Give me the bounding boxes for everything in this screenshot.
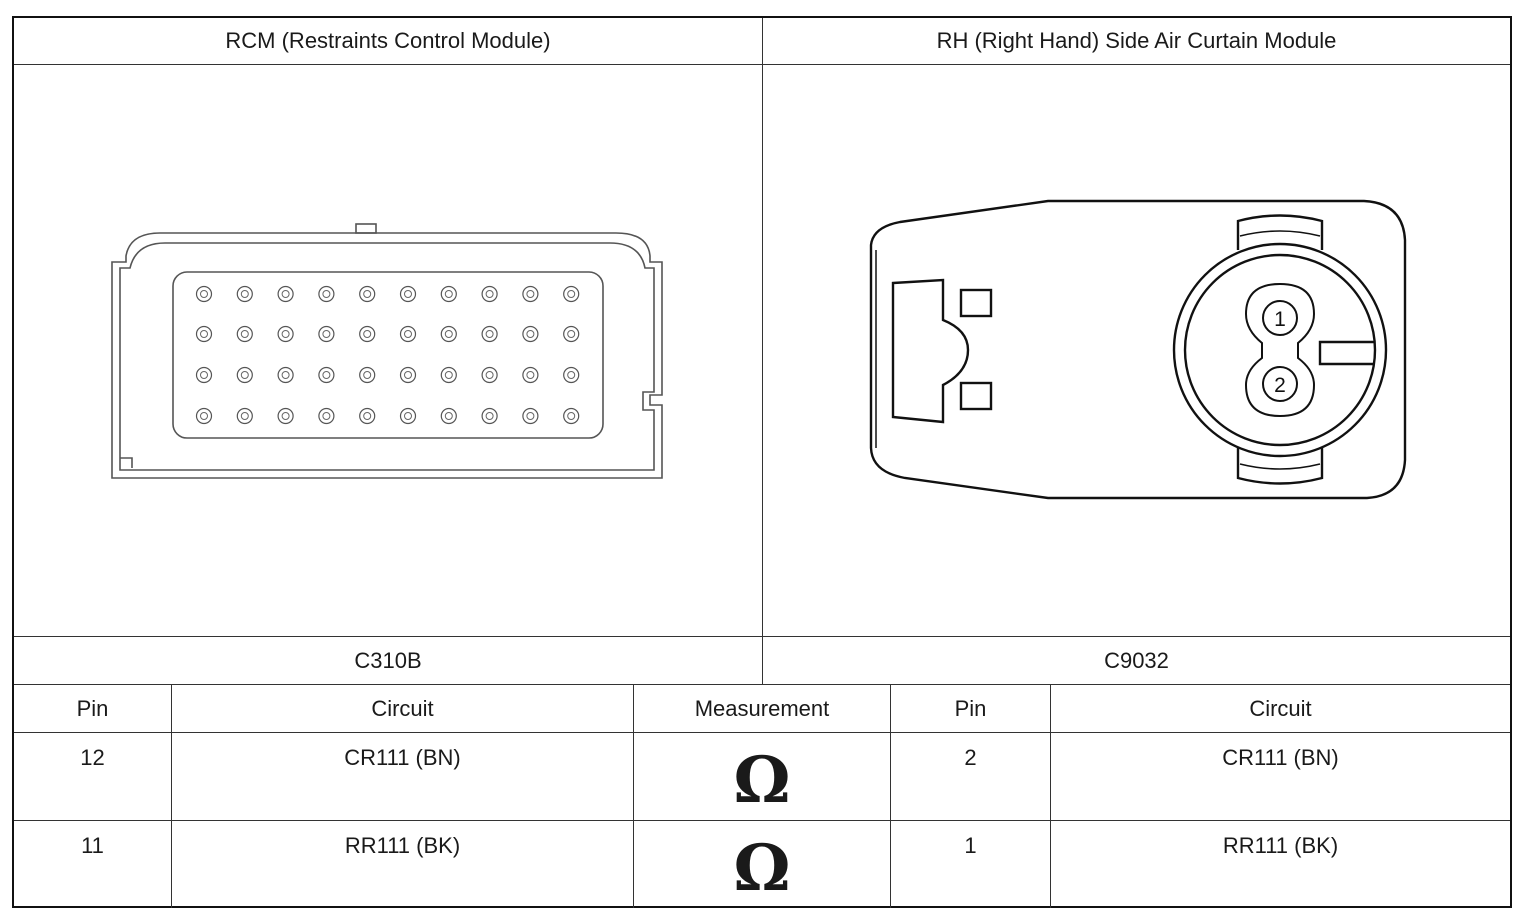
- row2-pin-b: 1: [964, 833, 977, 858]
- air-curtain-connector-id: C9032: [1104, 647, 1169, 673]
- row1-pin-a: 12: [80, 745, 105, 770]
- header-circuit-b: Circuit: [1249, 695, 1312, 721]
- row1-pin-b: 2: [964, 745, 977, 770]
- row1-circuit-a: CR111 (BN): [344, 745, 461, 770]
- row2-circuit-a: RR111 (BK): [344, 833, 461, 858]
- pin-2-label: 2: [1274, 374, 1286, 397]
- rcm-title: RCM (Restraints Control Module): [225, 28, 551, 53]
- pin-1-label: 1: [1274, 308, 1286, 331]
- header-measurement: Measurement: [694, 695, 830, 721]
- row2-circuit-b: RR111 (BK): [1222, 833, 1339, 858]
- rcm-connector-id: C310B: [354, 647, 422, 673]
- ohm-icon: Ω: [733, 830, 791, 906]
- ohm-icon: Ω: [733, 742, 791, 818]
- row2-pin-a: 11: [81, 833, 104, 858]
- header-pin-b: Pin: [954, 695, 987, 721]
- row1-circuit-b: CR111 (BN): [1222, 745, 1339, 770]
- header-circuit-a: Circuit: [371, 695, 434, 721]
- side-air-curtain-title: RH (Right Hand) Side Air Curtain Module: [936, 28, 1337, 53]
- header-pin-a: Pin: [76, 695, 109, 721]
